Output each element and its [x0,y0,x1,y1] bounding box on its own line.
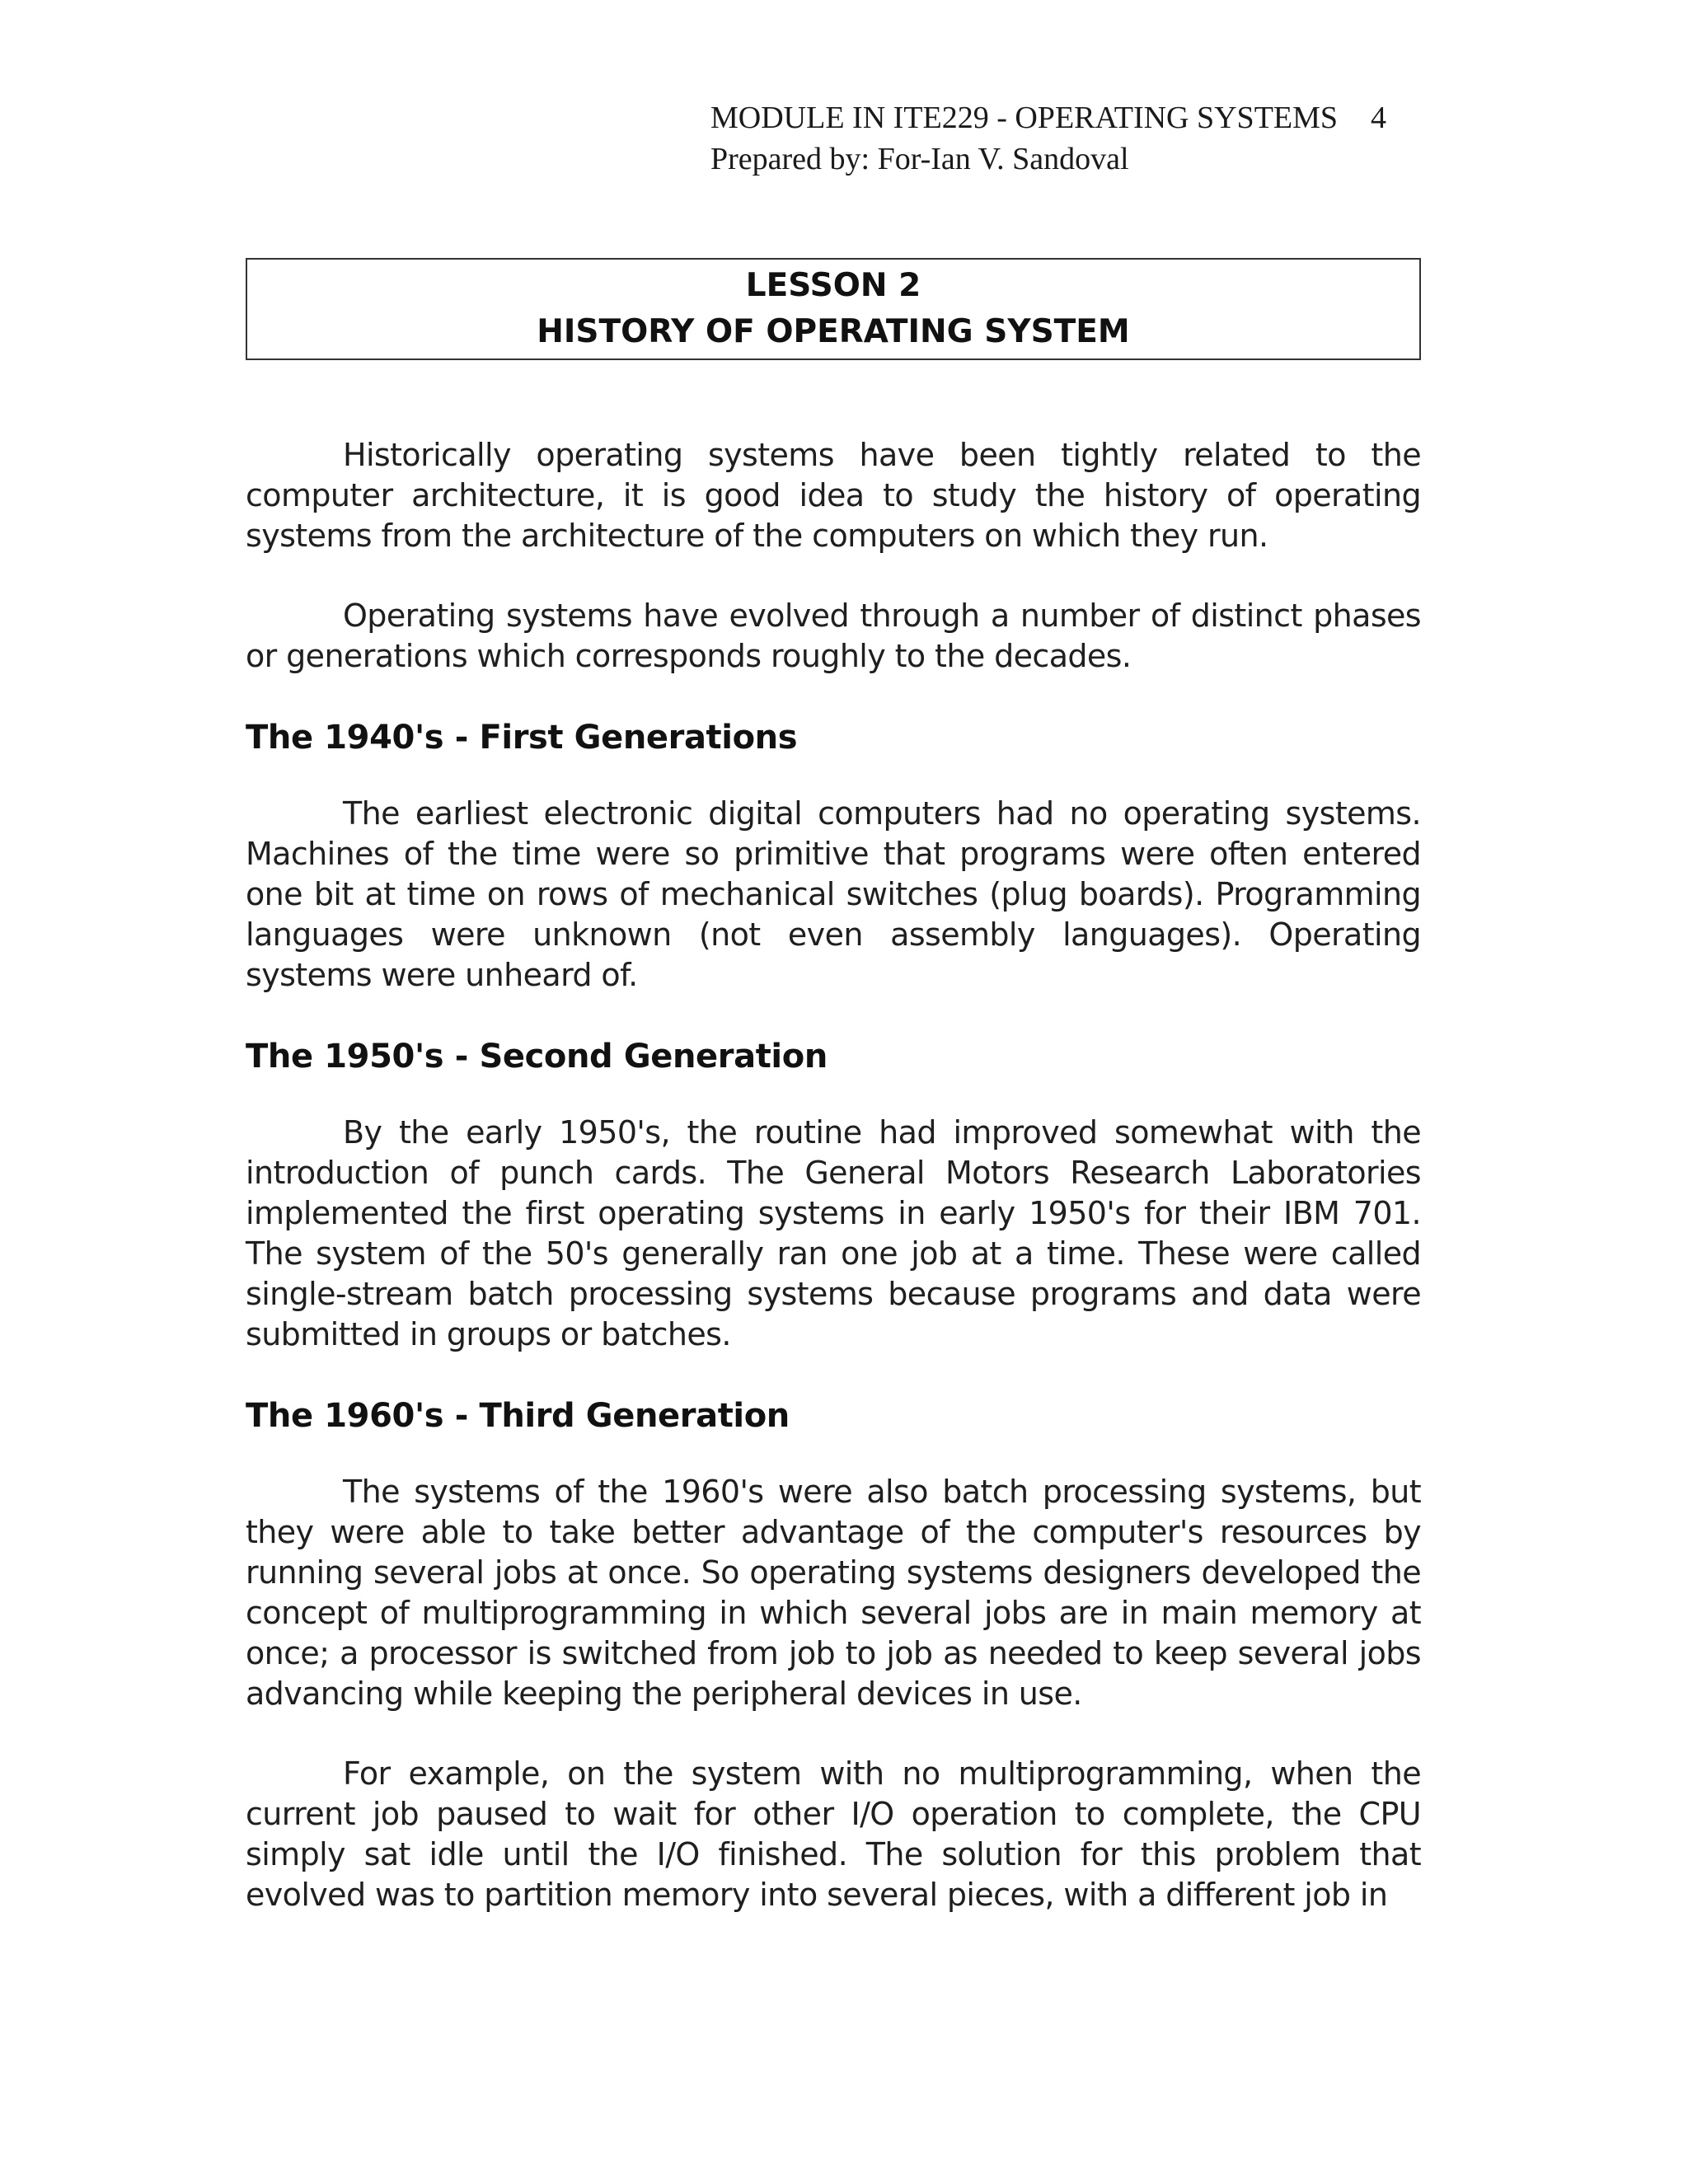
intro-paragraph: Historically operating systems have been tightly related to the computer architecture, it is good idea to study the history of operating systems from the architecture of the computers on which they run. [246,437,1421,554]
lesson-title: HISTORY OF OPERATING SYSTEM [537,313,1130,350]
section-heading: The 1960's - Third Generation [246,1397,790,1435]
section-paragraph: By the early 1950's, the routine had improved somewhat with the introduction of punch cards. The General Motors Research Laboratories implemented the first operating systems in early 1950's for their IBM 701. The system of the 50's generally ran one job at a time. These were called single-stream batch processing systems because programs and data were submitted in groups or batches. [246,1114,1421,1352]
section-paragraph: For example, on the system with no multiprogramming, when the current job paused to wait for other I/O operation to complete, the CPU simply sat idle until the I/O finished. The solution for this problem that evolved was to partition memory into several pieces, with a different job in [246,1755,1421,1913]
page-number: 4 [1371,101,1387,135]
section-paragraph: The systems of the 1960's were also batch processing systems, but they were able to take better advantage of the computer's resources by running several jobs at once. So operating systems designers developed the concept of multiprogramming in which several jobs are in main memory at once; a processor is switched from job to job as needed to keep several jobs advancing while keeping the peripheral devices in use. [246,1474,1421,1712]
module-title: MODULE IN ITE229 - OPERATING SYSTEMS [710,101,1339,135]
lesson-number: LESSON 2 [745,267,921,304]
lesson-title-box [246,258,1421,360]
lesson-content [246,435,1421,1915]
section-paragraph: The earliest electronic digital computers had no operating systems. Machines of the time were so primitive that programs were often entered one bit at time on rows of mechanical switches (plug boards). Programming languages were unknown (not even assembly languages). Operating systems were unheard of. [246,795,1421,993]
prepared-by: Prepared by: For-Ian V. Sandoval [710,142,1129,176]
intro-paragraph: Operating systems have evolved through a number of distinct phases or generations which corresponds roughly to the decades. [246,598,1421,674]
section-heading: The 1940's - First Generations [246,719,798,757]
section-heading: The 1950's - Second Generation [246,1038,828,1076]
header-line-module [710,97,1436,138]
page-header [710,97,1436,180]
